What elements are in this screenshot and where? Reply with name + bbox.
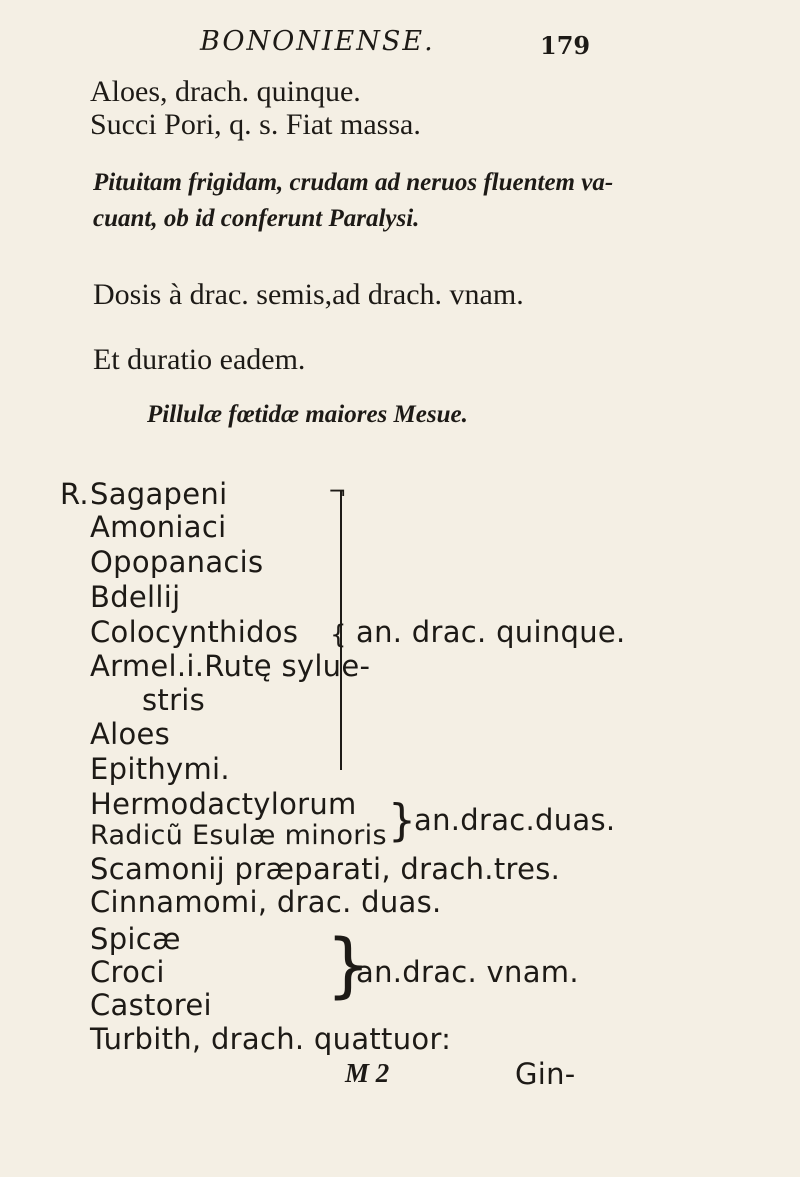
ingredient: Colocynthidos — [90, 615, 299, 649]
dose-group-3: an.drac. vnam. — [356, 955, 579, 989]
text-line: Succi Pori, q. s. Fiat massa. — [90, 108, 421, 141]
dosage-line: Dosis à drac. semis,ad drach. vnam. — [93, 278, 524, 311]
italic-text-line: cuant, ob id conferunt Paralysi. — [93, 205, 420, 232]
ingredient-continuation: stris — [142, 683, 206, 717]
ingredient: Croci — [90, 955, 165, 989]
ingredient-line: Turbith, drach. quattuor: — [90, 1022, 452, 1056]
ingredient: Opopanacis — [90, 545, 264, 579]
page-number: 179 — [540, 31, 591, 60]
ingredient: Amoniaci — [90, 510, 227, 544]
ingredient: Armel.i.Rutę sylue- — [90, 649, 371, 683]
ingredient: Sagapeni — [90, 477, 228, 511]
running-title: BONONIENSE. — [200, 26, 435, 57]
ingredient: Castorei — [90, 988, 212, 1022]
ingredient: Hermodactylorum — [90, 787, 357, 821]
brace-group-2: } — [388, 795, 416, 846]
duration-line: Et duratio eadem. — [93, 343, 306, 376]
brace-group-3: } — [326, 924, 371, 1006]
ingredient: Aloes — [90, 717, 171, 751]
italic-text-line: Pituitam frigidam, crudam ad neruos fluentem va- — [93, 169, 614, 196]
signature-mark: M 2 — [345, 1058, 390, 1088]
ingredient: Bdellij — [90, 580, 181, 614]
brace-middle-point: { — [330, 620, 347, 650]
dose-group-2: an.drac.duas. — [414, 803, 616, 837]
ingredient-line: Cinnamomi, drac. duas. — [90, 885, 442, 919]
ingredient: Spicæ — [90, 922, 181, 956]
ingredient: Epithymi. — [90, 752, 230, 786]
dose-group-1: an. drac. quinque. — [356, 615, 626, 649]
recipe-title: Pillulæ fœtidæ maiores Mesue. — [147, 401, 468, 428]
ingredient: Radicũ Esulæ minoris — [90, 820, 387, 851]
recipe-mark: R. — [60, 477, 89, 511]
text-line: Aloes, drach. quinque. — [90, 75, 361, 108]
ingredient-line: Scamonij præparati, drach.tres. — [90, 852, 561, 886]
catchword: Gin- — [515, 1057, 576, 1091]
brace-top-hook: ¬ — [328, 480, 347, 505]
